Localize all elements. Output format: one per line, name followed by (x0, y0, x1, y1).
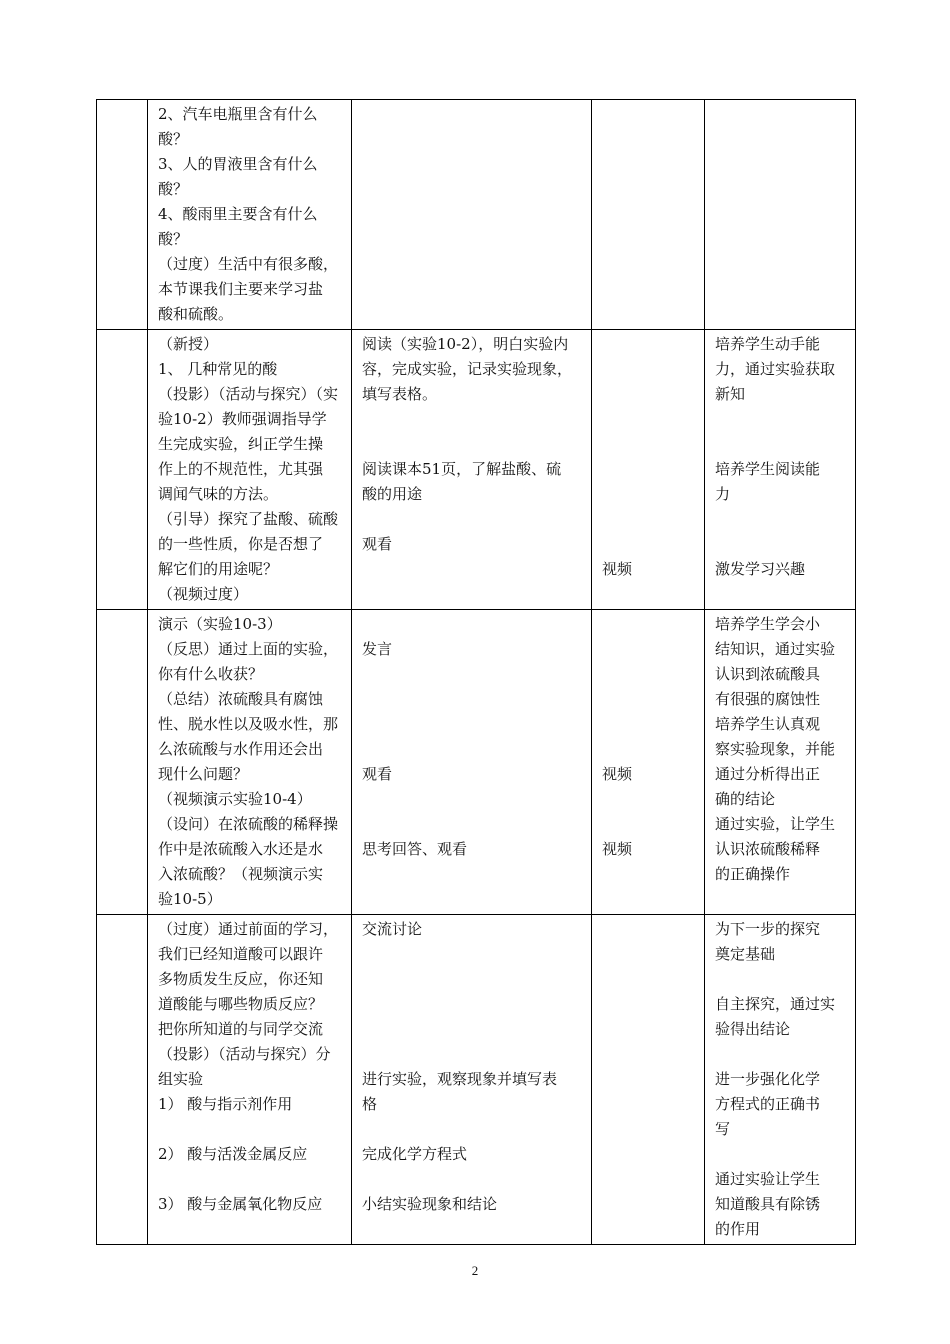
text-line (362, 662, 583, 687)
text-line: （反思）通过上面的实验， (158, 640, 339, 658)
text-line (362, 812, 583, 837)
lesson-plan-table (96, 99, 856, 1245)
text-line: 小结实验现象和结论 (362, 1195, 498, 1213)
media-cell (592, 915, 705, 1245)
text-line: （总结）浓硫酸具有腐蚀 (158, 690, 324, 708)
text-line: （新授） (158, 335, 219, 353)
text-line (602, 787, 696, 812)
text-line: 3、人的胃液里含有什么 (158, 155, 318, 173)
text-line: （视频演示实验10-4） (158, 790, 312, 808)
text-line (715, 967, 847, 992)
text-line: 新知 (715, 385, 746, 403)
text-line: （投影）（活动与探究）（实 (158, 385, 339, 403)
text-line: 认识浓硫酸稀释 (715, 840, 821, 858)
text-line: 填写表格。 (362, 385, 438, 403)
text-line: 知道酸具有除锈 (715, 1195, 821, 1213)
text-line: 酸？ (158, 130, 189, 148)
teacher-activity-cell (148, 100, 352, 330)
text-line: 本节课我们主要来学习盐 (158, 280, 324, 298)
text-line: 4、酸雨里主要含有什么 (158, 205, 318, 223)
text-line: 格 (362, 1095, 378, 1113)
text-line: 写 (715, 1120, 731, 1138)
text-line: 我们已经知道酸可以跟许 (158, 945, 324, 963)
text-line: 培养学生阅读能 (715, 460, 821, 478)
text-line: 酸？ (158, 230, 189, 248)
text-line (602, 637, 696, 662)
text-line: 视频 (602, 765, 633, 783)
text-line: （过度）通过前面的学习， (158, 920, 339, 938)
text-line: 多物质发生反应，你还知 (158, 970, 324, 988)
text-line (362, 712, 583, 737)
text-line: 容，完成实验，记录实验现象， (362, 360, 573, 378)
design-purpose-cell (705, 610, 856, 915)
text-line: 通过实验让学生 (715, 1170, 821, 1188)
text-line (362, 507, 583, 532)
media-cell (592, 100, 705, 330)
text-line (602, 662, 696, 687)
text-line: 阅读课本51页，了解盐酸、硫 (362, 460, 562, 478)
text-line: 你有什么收获？ (158, 665, 264, 683)
text-line (362, 942, 583, 967)
stage-cell (97, 100, 148, 330)
text-line (362, 967, 583, 992)
text-line: 激发学习兴趣 (715, 560, 806, 578)
text-line: 组实验 (158, 1070, 204, 1088)
text-line: 1、 几种常见的酸 (158, 360, 278, 378)
text-line: 酸的用途 (362, 485, 423, 503)
text-line (362, 1042, 583, 1067)
text-line (362, 1017, 583, 1042)
teacher-activity-cell (148, 915, 352, 1245)
text-line: 视频 (602, 560, 633, 578)
text-line: 解它们的用途呢？ (158, 560, 279, 578)
text-line: 为下一步的探究 (715, 920, 821, 938)
text-line: （设问）在浓硫酸的稀释操 (158, 815, 339, 833)
text-line: 完成化学方程式 (362, 1145, 468, 1163)
text-line (158, 1117, 343, 1142)
text-line: 力，通过实验获取 (715, 360, 836, 378)
text-line (362, 787, 583, 812)
text-line: 验10-5） (158, 890, 222, 908)
text-line: 确的结论 (715, 790, 776, 808)
table-row (97, 100, 856, 330)
text-line (362, 687, 583, 712)
page-number: 2 (471, 1263, 479, 1278)
text-line (362, 1167, 583, 1192)
text-line (715, 532, 847, 557)
text-line (362, 1117, 583, 1142)
text-line: （投影）（活动与探究）分 (158, 1045, 331, 1063)
text-line: 的一些性质，你是否想了 (158, 535, 324, 553)
design-purpose-cell (705, 330, 856, 610)
text-line: 发言 (362, 640, 393, 658)
design-purpose-cell (705, 915, 856, 1245)
text-line (602, 507, 696, 532)
text-line: 么浓硫酸与水作用还会出 (158, 740, 324, 758)
text-line: 作中是浓硫酸入水还是水 (158, 840, 324, 858)
text-line (362, 737, 583, 762)
stage-cell (97, 915, 148, 1245)
text-line: 自主探究，通过实 (715, 995, 836, 1013)
text-line: 道酸能与哪些物质反应？ (158, 995, 324, 1013)
text-line: 培养学生动手能 (715, 335, 821, 353)
text-line (715, 1142, 847, 1167)
text-line: 结知识，通过实验 (715, 640, 836, 658)
text-line: （视频过度） (158, 585, 249, 603)
text-line: （过度）生活中有很多酸， (158, 255, 339, 273)
text-line (602, 457, 696, 482)
teacher-activity-cell (148, 330, 352, 610)
design-purpose-cell (705, 100, 856, 330)
student-activity-cell (352, 330, 592, 610)
text-line: 现什么问题？ (158, 765, 249, 783)
text-line: 阅读（实验10-2），明白实验内 (362, 335, 569, 353)
student-activity-cell (352, 610, 592, 915)
text-line (362, 407, 583, 432)
text-line: 性、脱水性以及吸水性，那 (158, 715, 339, 733)
text-line: 1） 酸与指示剂作用 (158, 1095, 293, 1113)
text-line: 2、汽车电瓶里含有什么 (158, 105, 318, 123)
text-line: 酸和硫酸。 (158, 305, 234, 323)
student-activity-cell (352, 915, 592, 1245)
text-line (602, 737, 696, 762)
text-line: 作上的不规范性，尤其强 (158, 460, 324, 478)
table-row (97, 610, 856, 915)
text-line (158, 1167, 343, 1192)
text-line: （引导）探究了盐酸、硫酸 (158, 510, 339, 528)
text-line: 进行实验，观察现象并填写表 (362, 1070, 558, 1088)
text-line: 奠定基础 (715, 945, 776, 963)
text-line: 的正确操作 (715, 865, 791, 883)
text-line (602, 382, 696, 407)
student-activity-cell (352, 100, 592, 330)
text-line (362, 432, 583, 457)
media-cell (592, 330, 705, 610)
text-line: 培养学生认真观 (715, 715, 821, 733)
text-line: 演示（实验10-3） (158, 615, 282, 633)
text-line: 交流讨论 (362, 920, 423, 938)
media-cell (592, 610, 705, 915)
text-line: 进一步强化化学 (715, 1070, 821, 1088)
text-line (715, 1042, 847, 1067)
text-line: 酸？ (158, 180, 189, 198)
text-line: 验得出结论 (715, 1020, 791, 1038)
text-line (602, 532, 696, 557)
text-line (602, 332, 696, 357)
text-line (715, 432, 847, 457)
text-line: 验10-2）教师强调指导学 (158, 410, 327, 428)
text-line: 3） 酸与金属氧化物反应 (158, 1195, 323, 1213)
text-line (602, 687, 696, 712)
text-line (602, 712, 696, 737)
text-line: 生完成实验，纠正学生操 (158, 435, 324, 453)
text-line: 通过实验，让学生 (715, 815, 836, 833)
text-line (602, 357, 696, 382)
text-line: 入浓硫酸？（视频演示实 (158, 865, 324, 883)
text-line (362, 612, 583, 637)
text-line: 视频 (602, 840, 633, 858)
table-row (97, 330, 856, 610)
text-line: 观看 (362, 765, 393, 783)
text-line: 调闻气味的方法。 (158, 485, 279, 503)
text-line: 把你所知道的与同学交流 (158, 1020, 324, 1038)
teacher-activity-cell (148, 610, 352, 915)
text-line: 培养学生学会小 (715, 615, 821, 633)
text-line (602, 432, 696, 457)
text-line: 有很强的腐蚀性 (715, 690, 821, 708)
text-line (715, 407, 847, 432)
text-line: 认识到浓硫酸具 (715, 665, 821, 683)
table-row (97, 915, 856, 1245)
text-line (602, 407, 696, 432)
text-line: 力 (715, 485, 731, 503)
text-line (602, 812, 696, 837)
stage-cell (97, 610, 148, 915)
text-line: 的作用 (715, 1220, 761, 1238)
text-line: 思考回答、观看 (362, 840, 468, 858)
text-line (602, 612, 696, 637)
text-line (715, 507, 847, 532)
stage-cell (97, 330, 148, 610)
text-line: 方程式的正确书 (715, 1095, 821, 1113)
text-line (362, 992, 583, 1017)
text-line: 察实验现象，并能 (715, 740, 836, 758)
text-line: 观看 (362, 535, 393, 553)
text-line: 通过分析得出正 (715, 765, 821, 783)
text-line (602, 482, 696, 507)
text-line: 2） 酸与活泼金属反应 (158, 1145, 308, 1163)
